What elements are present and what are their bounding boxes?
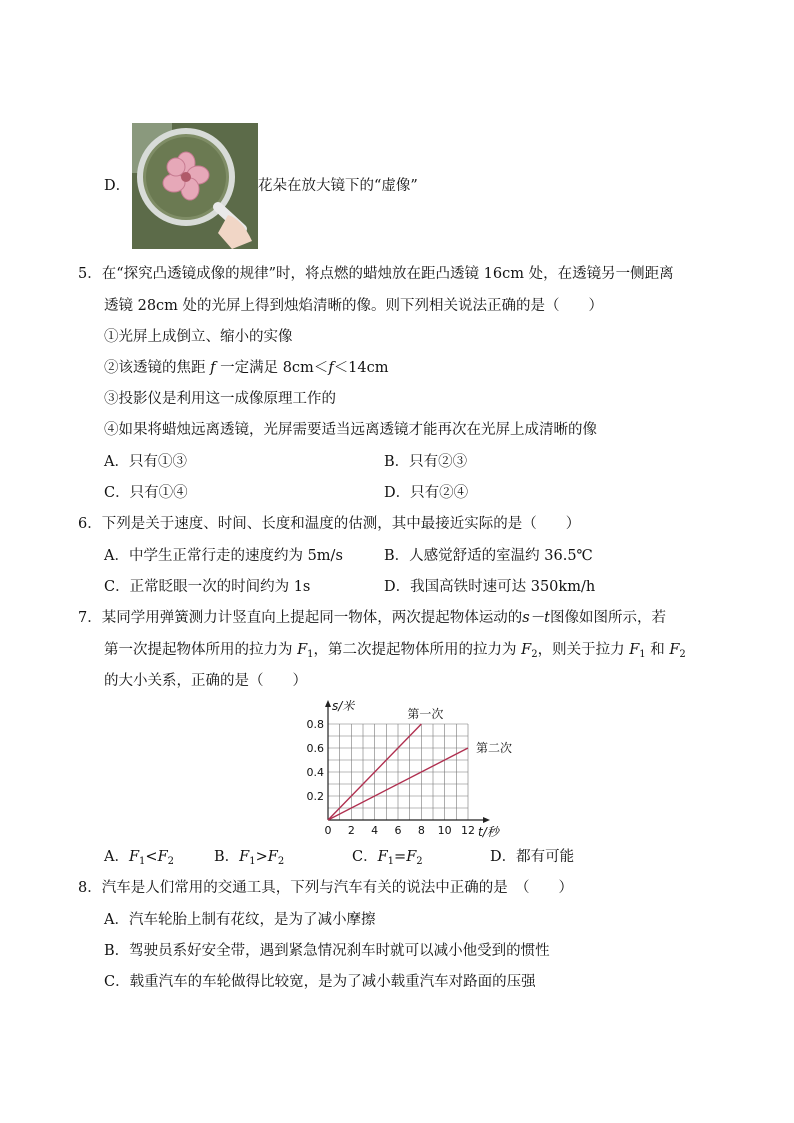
q7-b-rel: > <box>255 849 268 865</box>
q7-c-label: C． <box>352 849 378 865</box>
y-tick-label: 0.8 <box>306 718 324 731</box>
q5-option-b[interactable]: B．只有②③ <box>384 454 468 470</box>
series-label: 第二次 <box>476 741 513 755</box>
x-axis-label: t/秒 <box>478 825 499 839</box>
q7-a-rel: < <box>145 849 158 865</box>
q7-f: F <box>297 642 308 658</box>
q7-f: F <box>521 642 532 658</box>
q7-sub: 2 <box>531 649 538 660</box>
q8-option-b[interactable]: B．驾驶员系好安全带，遇到紧急情况刹车时就可以减小他受到的惯性 <box>104 943 550 959</box>
q7-f: F <box>128 849 140 865</box>
q7-f: F <box>406 849 417 865</box>
q6-option-d[interactable]: D．我国高铁时速可达 350km/h <box>384 579 596 595</box>
q5-s2-post: ＜14cm <box>333 360 389 376</box>
x-tick-label: 0 <box>324 824 332 837</box>
q7-f: F <box>669 642 680 658</box>
q7-sub: 1 <box>307 649 314 660</box>
y-axis-arrow <box>325 700 331 707</box>
q7-option-d[interactable]: D．都有可能 <box>490 849 575 865</box>
q7-f: F <box>157 849 168 865</box>
x-tick-label: 8 <box>417 824 425 837</box>
q7-f: F <box>267 849 278 865</box>
q5-stem-line1: 5．在“探究凸透镜成像的规律”时，将点燃的蜡烛放在距凸透镜 16cm 处，在透镜另一侧距离 <box>78 266 674 282</box>
q7-l2-b: ，第二次提起物体所用的拉力为 <box>313 642 522 658</box>
q7-sub: 1 <box>387 856 395 867</box>
x-tick-label: 6 <box>394 824 402 837</box>
q7-f: F <box>377 849 388 865</box>
q7-l2-d: 和 <box>645 642 670 658</box>
magnifier-icon <box>132 123 258 249</box>
x-tick-label: 2 <box>347 824 355 837</box>
y-tick-label: 0.4 <box>306 766 324 779</box>
q4-option-d-label: D． <box>104 178 131 194</box>
q7-sub: 2 <box>277 856 285 867</box>
y-tick-label: 0.6 <box>306 742 324 755</box>
q7-option-a[interactable] <box>104 847 174 872</box>
q7-a-label: A． <box>104 849 129 865</box>
q6-option-a[interactable]: A．中学生正常行走的速度约为 5m/s <box>104 548 343 564</box>
y-axis-label: s/米 <box>332 699 355 713</box>
q7-sub: 2 <box>416 856 423 867</box>
y-tick-label: 0.2 <box>306 790 324 803</box>
q7-sub: 1 <box>639 649 646 660</box>
q5-s2-f2: f <box>328 360 334 376</box>
x-tick-label: 10 <box>437 824 452 837</box>
q5-option-a[interactable]: A．只有①③ <box>104 454 187 470</box>
magnifier-flower-photo <box>132 123 258 249</box>
q5-s2-f1: f <box>210 360 216 376</box>
chart-grid <box>328 724 468 820</box>
q5-statement-3: ③投影仪是利用这一成像原理工作的 <box>104 391 336 407</box>
q5-stem-line2: 透镜 28cm 处的光屏上得到烛焰清晰的像。则下列相关说法正确的是（ ） <box>104 298 604 314</box>
q4-option-d-caption: 花朵在放大镜下的“虚像” <box>258 178 418 194</box>
x-tick-label: 12 <box>461 824 475 837</box>
x-tick-label: 4 <box>371 824 379 837</box>
q8-option-c[interactable]: C．载重汽车的车轮做得比较宽，是为了减小载重汽车对路面的压强 <box>104 974 536 990</box>
q7-stem-line1 <box>78 608 666 628</box>
q7-sub: 1 <box>249 856 256 867</box>
q7-option-c[interactable] <box>352 847 423 872</box>
q6-option-b[interactable]: B．人感觉舒适的室温约 36.5℃ <box>384 548 593 564</box>
q6-stem: 6．下列是关于速度、时间、长度和温度的估测，其中最接近实际的是（ ） <box>78 516 581 532</box>
q7-option-b[interactable] <box>214 847 284 872</box>
x-axis-arrow <box>483 817 490 823</box>
q7-sub: 2 <box>167 856 175 867</box>
q5-option-c[interactable]: C．只有①④ <box>104 485 188 501</box>
q7-f: F <box>629 642 640 658</box>
q7-stem-line3: 的大小关系，正确的是（ ） <box>104 673 307 689</box>
q8-stem: 8．汽车是人们常用的交通工具，下列与汽车有关的说法中正确的是 （ ） <box>78 880 573 896</box>
q7-l1-post: 图像如图所示，若 <box>550 610 667 626</box>
q5-statement-2 <box>104 358 389 378</box>
st-chart <box>292 696 532 846</box>
q5-s2-mid: 一定满足 8cm＜ <box>215 360 329 376</box>
q7-l2-a: 第一次提起物体所用的拉力为 <box>104 642 298 658</box>
q7-l2-c: ，则关于拉力 <box>537 642 630 658</box>
series-label: 第一次 <box>407 707 444 721</box>
q5-option-d[interactable]: D．只有②④ <box>384 485 469 501</box>
q7-stem-line2 <box>104 640 686 665</box>
q6-option-c[interactable]: C．正常眨眼一次的时间约为 1s <box>104 579 311 595</box>
q5-s2-pre: ②该透镜的焦距 <box>104 360 211 376</box>
q7-c-rel: = <box>394 849 407 865</box>
q7-sub: 1 <box>139 856 146 867</box>
q8-option-a[interactable]: A．汽车轮胎上制有花纹，是为了减小摩擦 <box>104 912 376 928</box>
q5-statement-4: ④如果将蜡烛远离透镜，光屏需要适当远离透镜才能再次在光屏上成清晰的像 <box>104 422 597 438</box>
chart-labels <box>307 699 513 839</box>
q5-statement-1: ①光屏上成倒立、缩小的实像 <box>104 329 293 345</box>
q7-f: F <box>239 849 250 865</box>
q7-l1-st: s－t <box>522 610 551 626</box>
q7-b-label: B． <box>214 849 240 865</box>
q7-l1-pre: 7．某同学用弹簧测力计竖直向上提起同一物体，两次提起物体运动的 <box>78 610 523 626</box>
q7-sub: 2 <box>679 649 686 660</box>
